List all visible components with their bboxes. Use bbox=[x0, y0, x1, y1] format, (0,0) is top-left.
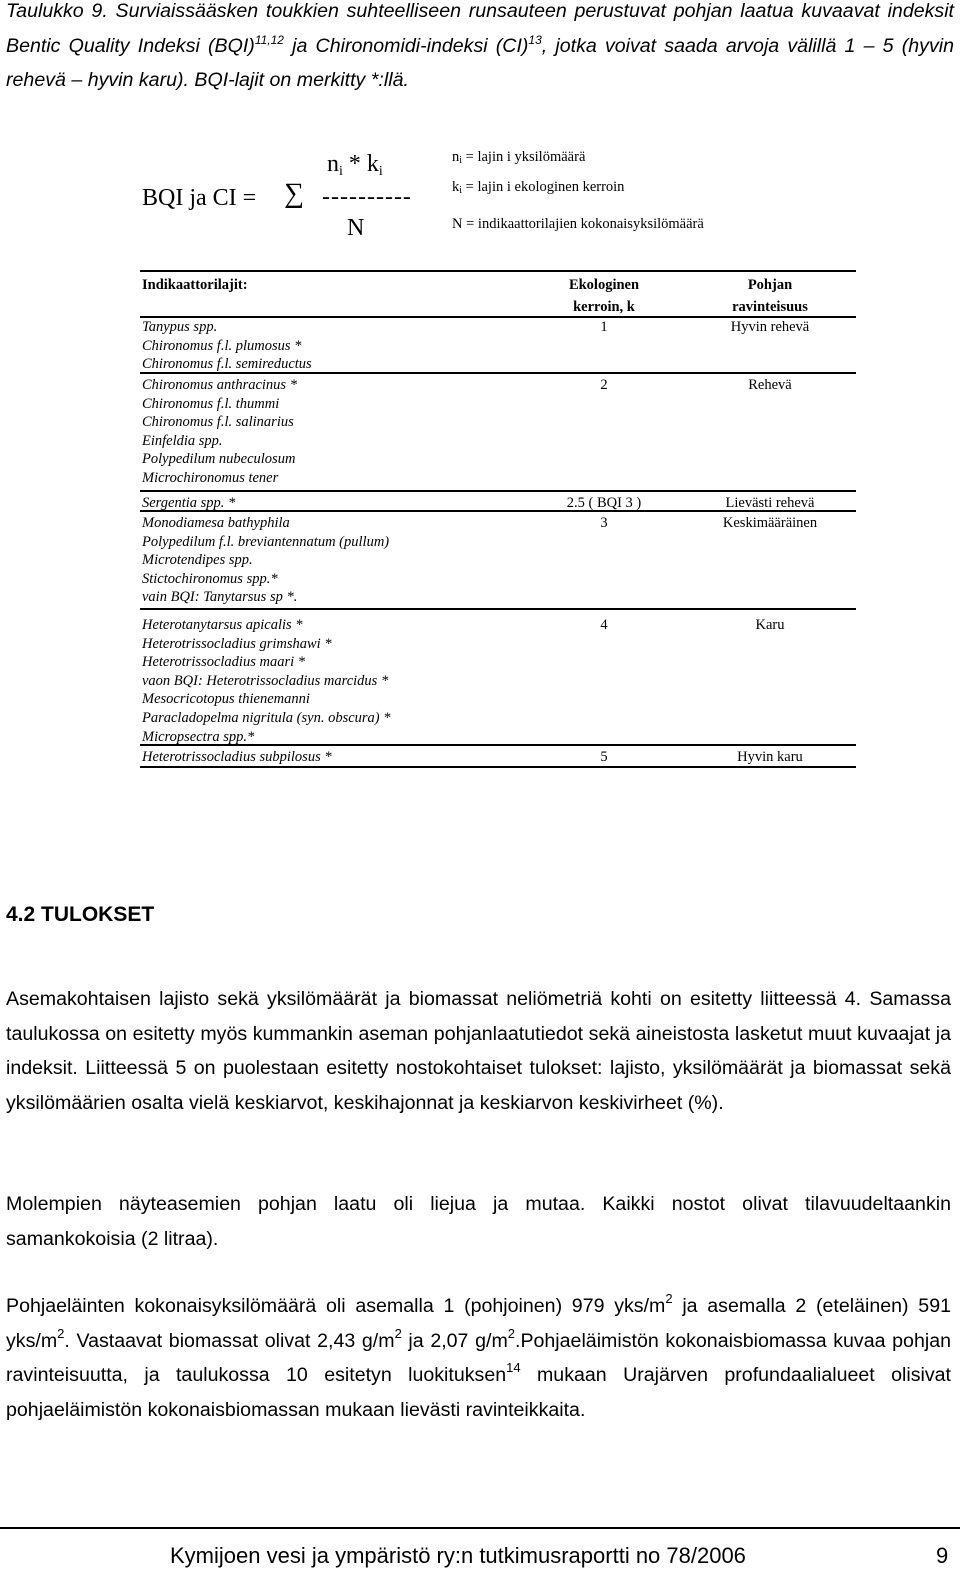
species-name: Heterotrissocladius subpilosus * bbox=[142, 749, 332, 765]
fraction-line: ---------- bbox=[322, 184, 412, 210]
species-name: Stictochironomus spp.* bbox=[142, 570, 278, 587]
p3-text-c: . Vastaavat biomassat olivat 2,43 g/m bbox=[64, 1329, 395, 1352]
legend-sym: N bbox=[452, 216, 463, 232]
indicator-table bbox=[140, 270, 856, 768]
species-name: Chironomus f.l. thummi bbox=[142, 395, 280, 412]
coefficient-cell: 4 bbox=[600, 617, 608, 633]
quality-cell: Hyvin rehevä bbox=[730, 319, 810, 335]
coefficient-cell: 3 bbox=[600, 515, 608, 531]
legend-line-N bbox=[452, 216, 704, 233]
p3-sup-d: 2 bbox=[507, 1325, 515, 1341]
species-name: Heterotrissocladius grimshawi * bbox=[142, 635, 332, 652]
coefficient-cell: 2.5 ( BQI 3 ) bbox=[566, 495, 642, 511]
species-name: Microchironomus tener bbox=[142, 469, 279, 486]
species-name: Chironomus f.l. plumosus * bbox=[142, 337, 302, 354]
coefficient-cell: 5 bbox=[600, 749, 608, 765]
header-quality-line2: ravinteisuus bbox=[732, 299, 808, 315]
species-name: vain BQI: Tanytarsus sp *. bbox=[142, 589, 298, 606]
numerator-n: n bbox=[327, 151, 339, 177]
species-name: Sergentia spp. * bbox=[142, 495, 236, 511]
header-coefficient-line2: kerroin, k bbox=[573, 299, 635, 315]
table-header bbox=[140, 270, 856, 318]
caption-text-2: ja Chironomidi-indeksi (CI) bbox=[283, 34, 529, 57]
caption-ref-1: 11,12 bbox=[254, 32, 284, 47]
page-number: 9 bbox=[936, 1543, 949, 1568]
species-name: Chironomus f.l. salinarius bbox=[142, 414, 294, 431]
table-row-group bbox=[140, 746, 856, 768]
formula-denominator: N bbox=[347, 215, 365, 241]
header-quality-line1: Pohjan bbox=[747, 277, 793, 293]
formula-numerator bbox=[327, 151, 383, 178]
header-coefficient bbox=[534, 274, 674, 318]
quality-cell: Hyvin karu bbox=[737, 749, 803, 765]
species-name: Microtendipes spp. bbox=[142, 552, 253, 569]
caption-ref-2: 13 bbox=[528, 32, 542, 47]
quality-cell: Keskimääräinen bbox=[722, 515, 818, 531]
p3-text-d: ja 2,07 g/m bbox=[401, 1329, 508, 1352]
legend-text: = lajin i ekologinen kerroin bbox=[462, 179, 625, 195]
species-name: Polypedilum nubeculosum bbox=[142, 451, 296, 468]
caption-text-3: , jotka voivat saada arvoja välillä 1 – 5 (hyvin rehevä – hyvin karu). BQI-lajit on merkitty *:llä. bbox=[6, 34, 954, 91]
table-row-group bbox=[140, 374, 856, 492]
header-quality bbox=[700, 274, 840, 318]
quality-cell: Rehevä bbox=[748, 377, 792, 393]
formula-lhs: BQI ja CI = bbox=[142, 185, 257, 211]
numerator-k: k bbox=[366, 151, 379, 177]
paragraph-3 bbox=[6, 1289, 951, 1427]
header-coefficient-line1: Ekologinen bbox=[568, 277, 640, 293]
p3-sup-b: 2 bbox=[57, 1325, 65, 1341]
table-row-group bbox=[140, 512, 856, 610]
species-name: Mesocricotopus thienemanni bbox=[142, 691, 310, 708]
species-name: Heterotanytarsus apicalis * bbox=[142, 617, 303, 633]
p3-text-b: ja asemalla 2 (eteläinen) 591 yks/m bbox=[6, 1295, 951, 1352]
table-row-group bbox=[140, 492, 856, 512]
table-row-group bbox=[140, 318, 856, 374]
legend-line-ki bbox=[452, 179, 624, 196]
p3-text-e: .Pohjaeläimistön kokonaisbiomassa kuvaa pohjan ravinteisuutta, ja taulukossa 10 esitetyn luokituksen bbox=[6, 1329, 951, 1386]
p3-text-f: mukaan Urajärven profundaalialueet olisivat pohjaeläimistön kokonaisbiomassan mukaan lievästi ravinteikkaita. bbox=[6, 1364, 951, 1421]
coefficient-cell: 2 bbox=[600, 377, 608, 393]
sigma-symbol: ∑ bbox=[284, 178, 304, 209]
species-name: Paracladopelma nigritula (syn. obscura) * bbox=[142, 709, 391, 726]
species-name: Monodiamesa bathyphila bbox=[142, 515, 290, 531]
table-row-group bbox=[140, 610, 856, 746]
species-name: Chironomus f.l. semireductus bbox=[142, 356, 312, 373]
species-name: Tanypus spp. bbox=[142, 319, 218, 335]
numerator-sub-k: i bbox=[378, 164, 383, 179]
species-name: Polypedilum f.l. breviantennatum (pullum) bbox=[142, 533, 390, 550]
header-species: Indikaattorilajit: bbox=[142, 277, 248, 293]
paragraph-1: Asemakohtaisen lajisto sekä yksilömäärät ja biomassat neliömetriä kohti on esitetty liitteessä 4. Samassa taulukossa on esitetty myös kummankin aseman pohjanlaatutiedot sekä aineistosta lasketut muut kuvaajat ja indeksit. Liitteessä 5 on puolestaan esitetty nostokohtaiset tulokset: lajisto, yksilömäärät ja biomassat sekä yksilömäärien osalta vielä keskiarvot, keskihajonnat ja keskiarvon keskivirheet (%). bbox=[6, 988, 951, 1114]
legend-text: = lajin i yksilömäärä bbox=[462, 149, 586, 165]
numerator-sub-i: i bbox=[339, 164, 343, 179]
quality-cell: Lievästi rehevä bbox=[725, 495, 815, 511]
coefficient-cell: 1 bbox=[600, 319, 608, 335]
p3-sup-a: 2 bbox=[665, 1291, 673, 1306]
legend-line-ni bbox=[452, 149, 585, 166]
legend-sym: k bbox=[452, 179, 460, 195]
p3-text-a: Pohjaeläinten kokonaisyksilömäärä oli asemalla 1 (pohjoinen) 979 yks/m bbox=[6, 1295, 666, 1317]
numerator-star: * bbox=[342, 151, 367, 177]
legend-sub: i bbox=[459, 155, 463, 166]
paragraph-2: Molempien näyteasemien pohjan laatu oli liejua ja mutaa. Kaikki nostot olivat tilavuudeltaankin samankokoisia (2 litraa). bbox=[6, 1193, 951, 1250]
caption-text-1: Taulukko 9. Surviaissääsken toukkien suhteelliseen runsauteen perustuvat pohjan laatua kuvaavat indeksit Bentic Quality Indeksi (BQI) bbox=[6, 0, 954, 57]
species-name: Heterotrissocladius maari * bbox=[142, 654, 305, 671]
p3-sup-c: 2 bbox=[394, 1325, 402, 1341]
legend-text: = indikaattorilajien kokonaisyksilömäärä bbox=[462, 216, 704, 232]
species-name: Einfeldia spp. bbox=[142, 432, 223, 449]
page-footer bbox=[0, 1527, 960, 1577]
section-heading: 4.2 TULOKSET bbox=[6, 903, 155, 926]
table-caption bbox=[6, 0, 954, 98]
species-name: Micropsectra spp.* bbox=[142, 728, 255, 745]
species-name: vaon BQI: Heterotrissocladius marcidus * bbox=[142, 672, 389, 689]
legend-sub: i bbox=[459, 185, 463, 196]
p3-sup-e: 14 bbox=[506, 1360, 521, 1375]
legend-sym: n bbox=[452, 149, 460, 165]
species-name: Chironomus anthracinus * bbox=[142, 377, 297, 393]
quality-cell: Karu bbox=[755, 617, 785, 633]
footer-text: Kymijoen vesi ja ympäristö ry:n tutkimusraportti no 78/2006 bbox=[170, 1543, 746, 1568]
